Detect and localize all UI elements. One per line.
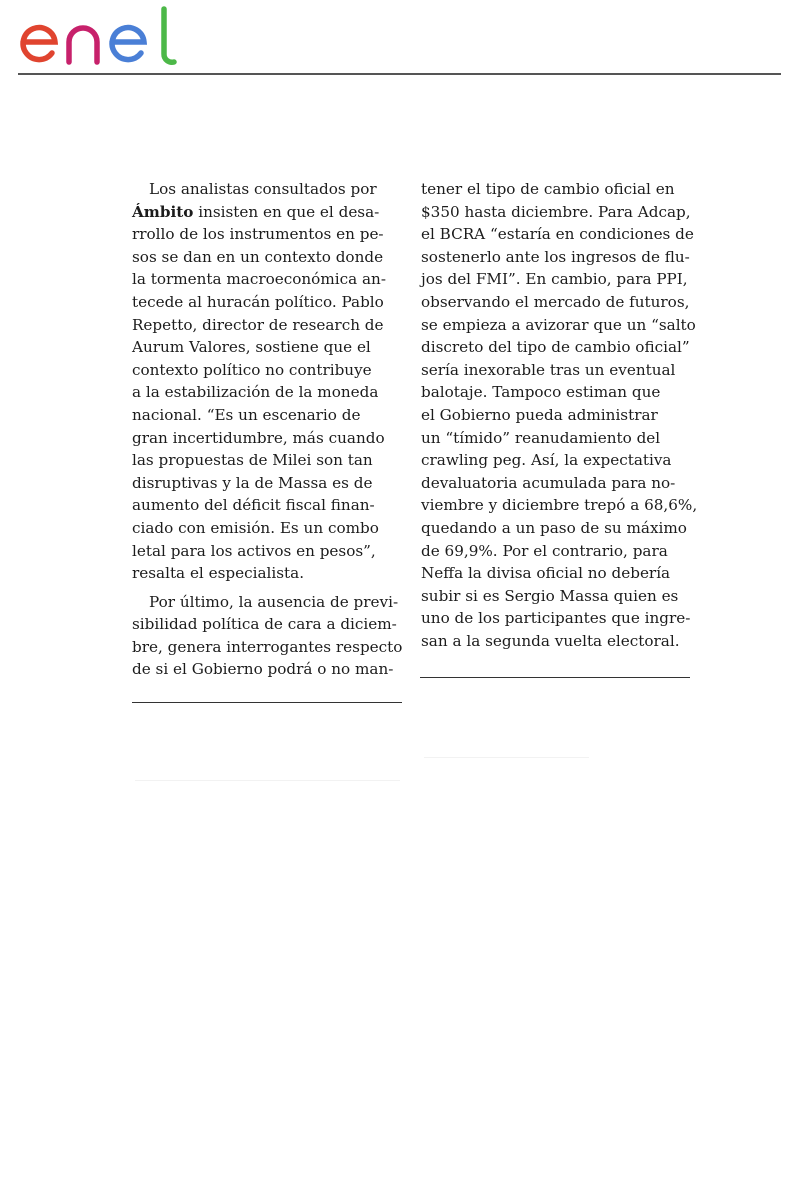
article-line: de 69,9%. Por el contrario, para bbox=[421, 541, 668, 560]
article-line: sibilidad política de cara a diciem- bbox=[132, 615, 397, 634]
column-end-rule-right bbox=[420, 677, 690, 678]
article-line: aumento del déficit fiscal finan- bbox=[132, 496, 375, 515]
article-line: Neffa la divisa oficial no debería bbox=[421, 564, 671, 583]
article-line: Aurum Valores, sostiene que el bbox=[132, 338, 371, 357]
article-line: viembre y diciembre trepó a 68,6%, bbox=[421, 496, 698, 515]
article-line: uno de los participantes que ingre- bbox=[421, 609, 691, 628]
article-line: contexto político no contribuye bbox=[132, 360, 372, 379]
article-line: de si el Gobierno podrá o no man- bbox=[132, 660, 394, 679]
article-line: tener el tipo de cambio oficial en bbox=[421, 180, 675, 198]
article-line: Por último, la ausencia de previ- bbox=[149, 592, 399, 611]
article-line: tecede al huracán político. Pablo bbox=[132, 292, 384, 311]
article-line: quedando a un paso de su máximo bbox=[421, 518, 687, 537]
article-line: disruptivas y la de Massa es de bbox=[132, 473, 373, 492]
article-line: se empieza a avizorar que un “salto bbox=[421, 315, 696, 334]
article-line: a la estabilización de la moneda bbox=[132, 383, 379, 402]
article-line: balotaje. Tampoco estiman que bbox=[421, 383, 661, 402]
article-line: bre, genera interrogantes respecto bbox=[132, 637, 403, 656]
article-line: Repetto, director de research de bbox=[132, 315, 384, 334]
publication-name: Ámbito bbox=[132, 202, 194, 221]
enel-logo bbox=[18, 4, 183, 70]
article-line: sostenerlo ante los ingresos de flu- bbox=[421, 247, 690, 266]
article-line: las propuestas de Milei son tan bbox=[132, 451, 373, 470]
column-end-rule-left bbox=[132, 702, 402, 703]
article-line: un “tímido” reanudamiento del bbox=[421, 428, 661, 447]
article-line: rrollo de los instrumentos en pe- bbox=[132, 225, 384, 244]
article-line: la tormenta macroeconómica an- bbox=[132, 270, 386, 289]
article-line: subir si es Sergio Massa quien es bbox=[421, 586, 679, 605]
logo-l bbox=[164, 9, 174, 62]
article-line: $350 hasta diciembre. Para Adcap, bbox=[421, 202, 691, 221]
article-line: discreto del tipo de cambio oficial” bbox=[421, 338, 690, 357]
article-line: nacional. “Es un escenario de bbox=[132, 405, 361, 424]
article-line: observando el mercado de futuros, bbox=[421, 292, 690, 311]
header-divider bbox=[18, 73, 781, 75]
article-line: crawling peg. Así, la expectativa bbox=[421, 451, 672, 470]
article-column-left bbox=[132, 178, 403, 681]
article-line: sos se dan en un contexto donde bbox=[132, 247, 384, 266]
article-line: el BCRA “estaría en condiciones de bbox=[421, 225, 694, 244]
article-line: resalta el especialista. bbox=[132, 564, 305, 583]
article-line: sería inexorable tras un eventual bbox=[421, 360, 676, 379]
article-line-text: insisten en que el desa- bbox=[193, 202, 380, 221]
article-line: Los analistas consultados por bbox=[149, 180, 377, 198]
logo-e2 bbox=[112, 28, 144, 60]
article-line: jos del FMI”. En cambio, para PPI, bbox=[421, 270, 688, 289]
paper-bleed-mark bbox=[424, 757, 589, 758]
article-line: ciado con emisión. Es un combo bbox=[132, 518, 379, 537]
logo-text: enel bbox=[18, 4, 21, 5]
article-line: el Gobierno pueda administrar bbox=[421, 405, 658, 424]
article-column-right bbox=[421, 178, 698, 652]
paper-bleed-mark bbox=[135, 780, 400, 781]
article-line: letal para los activos en pesos”, bbox=[132, 541, 376, 560]
enel-logo-mark bbox=[18, 4, 183, 70]
article-line: devaluatoria acumulada para no- bbox=[421, 473, 676, 492]
article-line: san a la segunda vuelta electoral. bbox=[421, 631, 680, 650]
logo-e1 bbox=[23, 28, 55, 60]
article-line: gran incertidumbre, más cuando bbox=[132, 428, 385, 447]
article-line bbox=[132, 201, 400, 224]
logo-n bbox=[69, 28, 97, 62]
